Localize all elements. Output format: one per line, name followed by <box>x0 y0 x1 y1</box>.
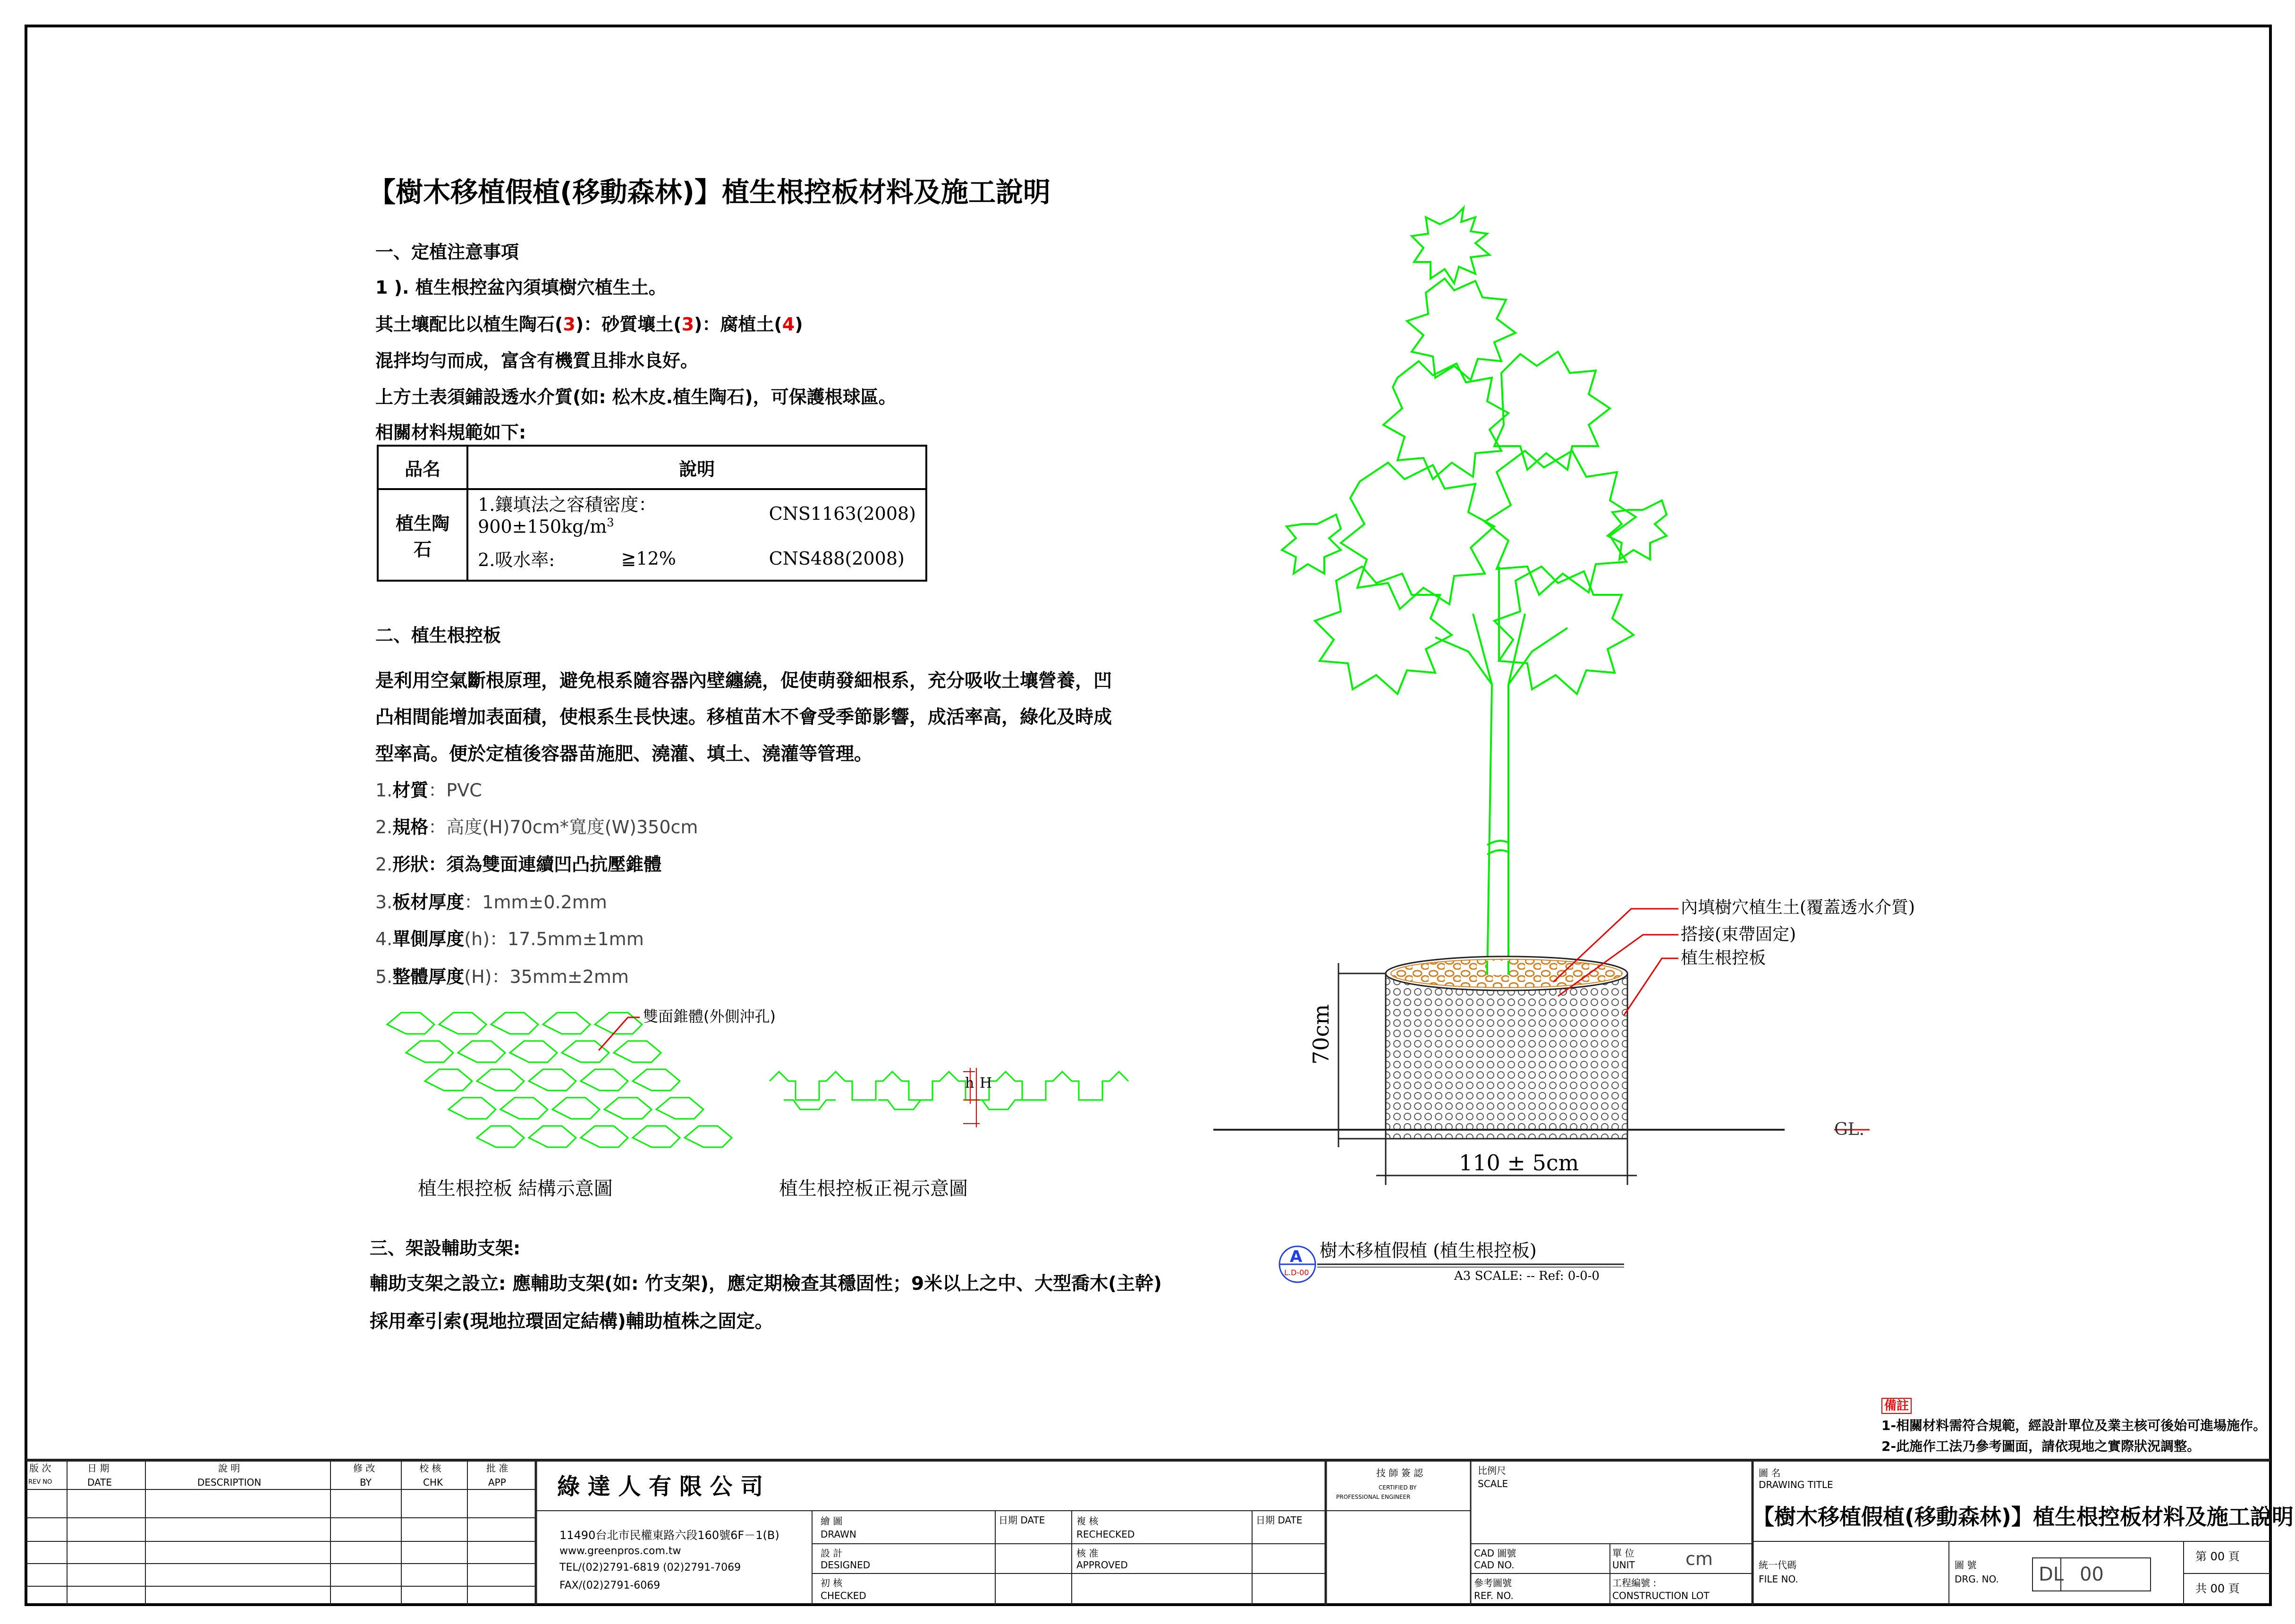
cad-zh: CAD 圖號 <box>1474 1548 1516 1559</box>
spec-shape: 2.形狀：須為雙面連續凹凸抗壓錐體 <box>375 854 662 875</box>
h-label: h <box>965 1075 974 1091</box>
table-row2-std: CNS488(2008) <box>760 537 926 581</box>
spec-single-side: 4.單側厚度(h)：17.5mm±1mm <box>375 929 644 949</box>
lot-zh: 工程編號 : <box>1612 1577 1657 1589</box>
unit-en: UNIT <box>1612 1559 1635 1571</box>
date-label-2: 日期 DATE <box>1256 1514 1303 1526</box>
width-dim-label: 110 ± 5cm <box>1459 1150 1579 1176</box>
table-row1-std: CNS1163(2008) <box>760 489 926 537</box>
file-en: FILE NO. <box>1759 1573 1798 1585</box>
company-tel: TEL/(02)2791-6819 (02)2791-7069 <box>559 1562 741 1573</box>
spec-thickness: 3.板材厚度：1mm±0.2mm <box>375 892 607 913</box>
label-board: 植生根控板 <box>1681 948 1766 968</box>
pe-zh: 技 師 簽 認 <box>1376 1467 1423 1479</box>
designed-en: DESIGNED <box>821 1559 871 1571</box>
label-soil: 內填樹穴植生土(覆蓋透水介質) <box>1681 898 1915 917</box>
table-row2-desc: 2.吸水率: <box>467 537 611 581</box>
desc-zh: 說 明 <box>218 1463 240 1474</box>
unit-value: cm <box>1685 1548 1713 1569</box>
rechecked-en: RECHECKED <box>1076 1529 1135 1540</box>
company-name: 綠 達 人 有 限 公 司 <box>557 1473 763 1500</box>
caption-structure: 植生根控板 結構示意圖 <box>418 1178 613 1200</box>
rev-no-en: REV NO <box>28 1479 52 1486</box>
date-en: DATE <box>87 1477 112 1488</box>
drg-en: DRG. NO. <box>1955 1573 1999 1585</box>
section1-line1: 1 ). 植生根控盆內須填樹穴植生土。 <box>375 277 667 298</box>
callout-title: 樹木移植假植 (植生根控板) <box>1320 1240 1537 1261</box>
section3-line2: 採用牽引索(現地拉環固定結構)輔助植株之固定。 <box>370 1311 773 1332</box>
root-control-pot <box>1386 956 1627 1139</box>
by-en: BY <box>360 1477 372 1488</box>
section1-line4: 上方土表須鋪設透水介質(如: 松木皮.植生陶石)，可保護根球區。 <box>375 387 897 407</box>
page-title: 【樹木移植假植(移動森林)】植生根控板材料及施工說明 <box>368 176 1051 208</box>
board-structure-sketch <box>387 1013 732 1147</box>
height-dimension <box>1338 963 1386 1147</box>
section1-line5: 相關材料規範如下: <box>375 422 526 443</box>
sheet-number: 第 00 頁 <box>2195 1550 2240 1563</box>
drawn-en: DRAWN <box>821 1529 856 1540</box>
lot-en: CONSTRUCTION LOT <box>1612 1590 1710 1601</box>
rechecked-zh: 複 核 <box>1076 1515 1099 1527</box>
section2-heading: 二、植生根控板 <box>375 625 501 646</box>
notes-head: 備註 <box>1881 1398 1912 1414</box>
height-dim-label: 70cm <box>1308 1004 1334 1065</box>
section1-heading: 一、定植注意事項 <box>375 242 519 262</box>
table-header-item: 品名 <box>378 446 467 489</box>
section2-para1: 是利用空氣斷根原理，避免根系隨容器內壁纏繞，促使萌發細根系，充分吸收土壤營養，凹 <box>375 670 1112 692</box>
approved-zh: 核 准 <box>1076 1548 1099 1559</box>
file-zh: 統一代碼 <box>1759 1559 1796 1571</box>
cad-en: CAD NO. <box>1474 1559 1515 1571</box>
pe-en1: CERTIFIED BY <box>1379 1484 1417 1491</box>
spec-size: 2.規格：高度(H)70cm*寬度(W)350cm <box>375 817 698 837</box>
caption-elevation: 植生根控板正視示意圖 <box>779 1178 968 1200</box>
section1-line2: 其土壤配比以植生陶石(3)：砂質壤土(3)：腐植土(4) <box>375 314 803 335</box>
drawn-zh: 繪 圖 <box>821 1515 843 1527</box>
section2-para2: 凸相間能增加表面積，使根系生長快速。移植苗木不會受季節影響，成活率高，綠化及時成 <box>375 707 1112 728</box>
total-sheets: 共 00 頁 <box>2195 1582 2240 1595</box>
notes-line1: 1-相關材料需符合規範，經設計單位及業主核可後始可進場施作。 <box>1881 1418 2267 1434</box>
company-address: 11490台北市民權東路六段160號6F－1(B) <box>559 1529 779 1542</box>
company-fax: FAX/(02)2791-6069 <box>559 1580 661 1591</box>
section1-line3: 混拌均勻而成，富含有機質且排水良好。 <box>375 350 699 371</box>
desc-en: DESCRIPTION <box>197 1477 262 1488</box>
section3-line1: 輔助支架之設立: 應輔助支架(如: 竹支架)，應定期檢查其穩固性；9米以上之中、大型喬木(主幹) <box>370 1273 1162 1294</box>
section2-para3: 型率高。便於定植後容器苗施肥、澆灌、填土、澆灌等管理。 <box>375 744 873 765</box>
table-row1-desc: 1.鑲填法之容積密度：$900\pm 150kg/m^3$ <box>467 489 759 537</box>
cone-label: 雙面錐體(外側沖孔) <box>643 1007 776 1025</box>
table-row2-val: ≧12% <box>612 537 760 581</box>
drawing-title-zh: 圖 名 <box>1759 1467 1781 1479</box>
label-joint: 搭接(束帶固定) <box>1681 925 1796 944</box>
board-elevation-sketch <box>770 1072 1128 1109</box>
drg-number: 00 <box>2080 1564 2104 1585</box>
scale-en: SCALE <box>1478 1478 1508 1489</box>
date-label-1: 日期 DATE <box>999 1514 1045 1526</box>
tree-illustration <box>1282 208 1667 1624</box>
chk-zh: 校 核 <box>419 1463 441 1474</box>
unit-zh: 單 位 <box>1612 1548 1634 1559</box>
table-header-desc: 說明 <box>467 446 926 489</box>
notes-line2: 2-此施作工法乃參考圖面，請依現地之實際狀況調整。 <box>1881 1438 2201 1454</box>
checked-zh: 初 核 <box>821 1577 843 1589</box>
checked-en: CHECKED <box>821 1590 866 1601</box>
section3-heading: 三、架設輔助支架: <box>370 1238 521 1259</box>
chk-en: CHK <box>423 1477 443 1488</box>
pe-en2: PROFESSIONAL ENGINEER <box>1336 1494 1411 1500</box>
drawing-title-en: DRAWING TITLE <box>1759 1479 1833 1490</box>
date-zh: 日 期 <box>87 1463 110 1474</box>
drg-prefix: DL <box>2039 1564 2064 1585</box>
callout-scale: A3 SCALE: -- Ref: 0-0-0 <box>1454 1269 1600 1283</box>
ref-en: REF. NO. <box>1474 1590 1514 1601</box>
drawing-title: 【樹木移植假植(移動森林)】植生根控板材料及施工說明 <box>1753 1504 2294 1530</box>
notes <box>1881 1395 2266 1456</box>
spec-overall: 5.整體厚度(H)：35mm±2mm <box>375 966 629 987</box>
spec-material: 1.材質：PVC <box>375 780 482 801</box>
company-web: www.greenpros.com.tw <box>559 1545 681 1557</box>
drg-zh: 圖 號 <box>1955 1559 1977 1571</box>
table-item-name: 植生陶石 <box>378 489 467 581</box>
app-en: APP <box>488 1477 506 1488</box>
designed-zh: 設 計 <box>821 1548 843 1559</box>
callout-letter: A <box>1290 1247 1303 1266</box>
callout-ref: L.D-00 <box>1284 1268 1309 1277</box>
rev-no-zh: 版 次 <box>29 1463 51 1474</box>
scale-zh: 比例尺 <box>1478 1465 1506 1476</box>
by-zh: 修 改 <box>353 1463 375 1474</box>
ref-zh: 參考圖號 <box>1474 1577 1512 1589</box>
label-gl: GL. <box>1834 1120 1865 1139</box>
app-zh: 批 准 <box>486 1463 508 1474</box>
H-label: H <box>980 1075 992 1091</box>
approved-en: APPROVED <box>1076 1559 1128 1571</box>
